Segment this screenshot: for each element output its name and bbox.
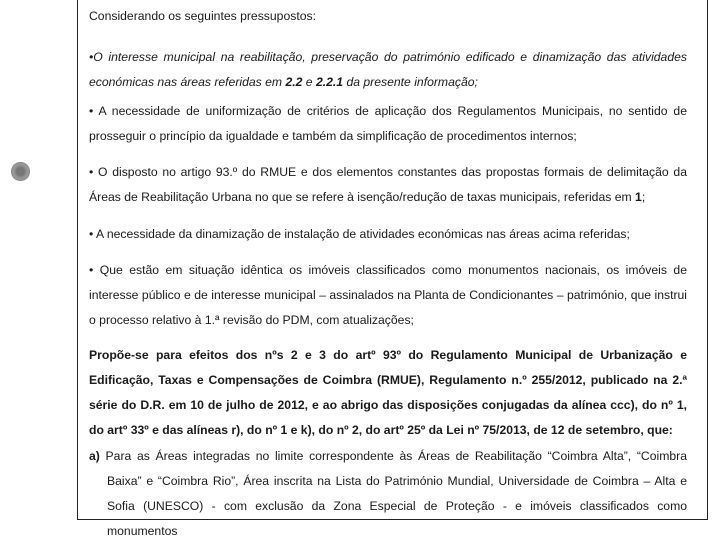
bullet-paragraph-1: [89, 45, 687, 95]
bullet-text: A necessidade de uniformização de critérios de aplicação dos Regulamentos Municipais, no sentido de prosseguir o princípio da igualdade e também da simplificação de procedimentos internos;: [89, 104, 687, 143]
bullet-text: da presente informação;: [343, 75, 478, 89]
punch-hole-icon: [11, 162, 30, 181]
proposal-paragraph: Propõe-se para efeitos dos nºs 2 e 3 do artº 93º do Regulamento Municipal de Urbanização e Edificação, Taxas e Compensações de Coimbra (RMUE), Regulamento n.º 255/2012, publicado na 2.ª série do D.R. em 10 de julho de 2012, e ao abrigo das disposições conjugadas da alínea ccc), do nº 1, do artº 33º e das alíneas r), do nº 1 e k), do nº 2, do artº 25º da Lei nº 75/2013, de 12 de setembro, que:: [89, 348, 687, 437]
bullet-icon: •: [89, 50, 94, 64]
bullet-text: Que estão em situação idêntica os imóveis classificados como monumentos nacionais, os imóveis de interesse público e de interesse municipal – assinalados na Planta de Condicionantes – património, que instrui o processo relativo à 1.ª revisão do PDM, com atualizações;: [89, 263, 687, 327]
bullet-paragraph-2: [89, 99, 687, 149]
bullet-text: A necessidade da dinamização de instalação de atividades económicas nas áreas acima referidas;: [93, 227, 630, 241]
bullet-text: O disposto no artigo 93.º do RMUE e dos elementos constantes das propostas formais de delimitação da Áreas de Reabilitação Urbana no que se refere à isenção/redução de taxas municipais, referidas em: [89, 165, 687, 204]
bullet-text: O interesse municipal na reabilitação, preservação do património edificado e dinamização das atividades económicas nas áreas referidas em: [89, 50, 687, 89]
bullet-text: ;: [641, 190, 646, 204]
section-reference: 1: [635, 190, 642, 204]
bullet-paragraph-3: [89, 160, 687, 210]
bullet-paragraph-5: [89, 258, 687, 333]
bullet-icon: •: [89, 227, 94, 241]
list-item-a: [89, 444, 687, 544]
bullet-icon: •: [89, 165, 94, 179]
list-item-label: a): [89, 449, 100, 463]
bullet-text: e: [302, 75, 316, 89]
bullet-paragraph-4: [89, 222, 687, 247]
section-reference: 2.2: [285, 75, 303, 89]
bullet-icon: •: [89, 263, 94, 277]
bullet-icon: •: [89, 104, 94, 118]
section-reference: 2.2.1: [315, 75, 344, 89]
intro-paragraph: Considerando os seguintes pressupostos:: [89, 9, 316, 23]
list-item-text: Para as Áreas integradas no limite correspondente às Áreas de Reabilitação “Coimbra Alta”, “Coimbra Baixa” e “Coimbra Rio”, Área inscrita na Lista do Património Mundial, Universidade de Coimbra – Alta e Sofia (UNESCO) - com exclusão da Zona Especial de Proteção - e imóveis classificados como monumentos: [99, 449, 687, 538]
